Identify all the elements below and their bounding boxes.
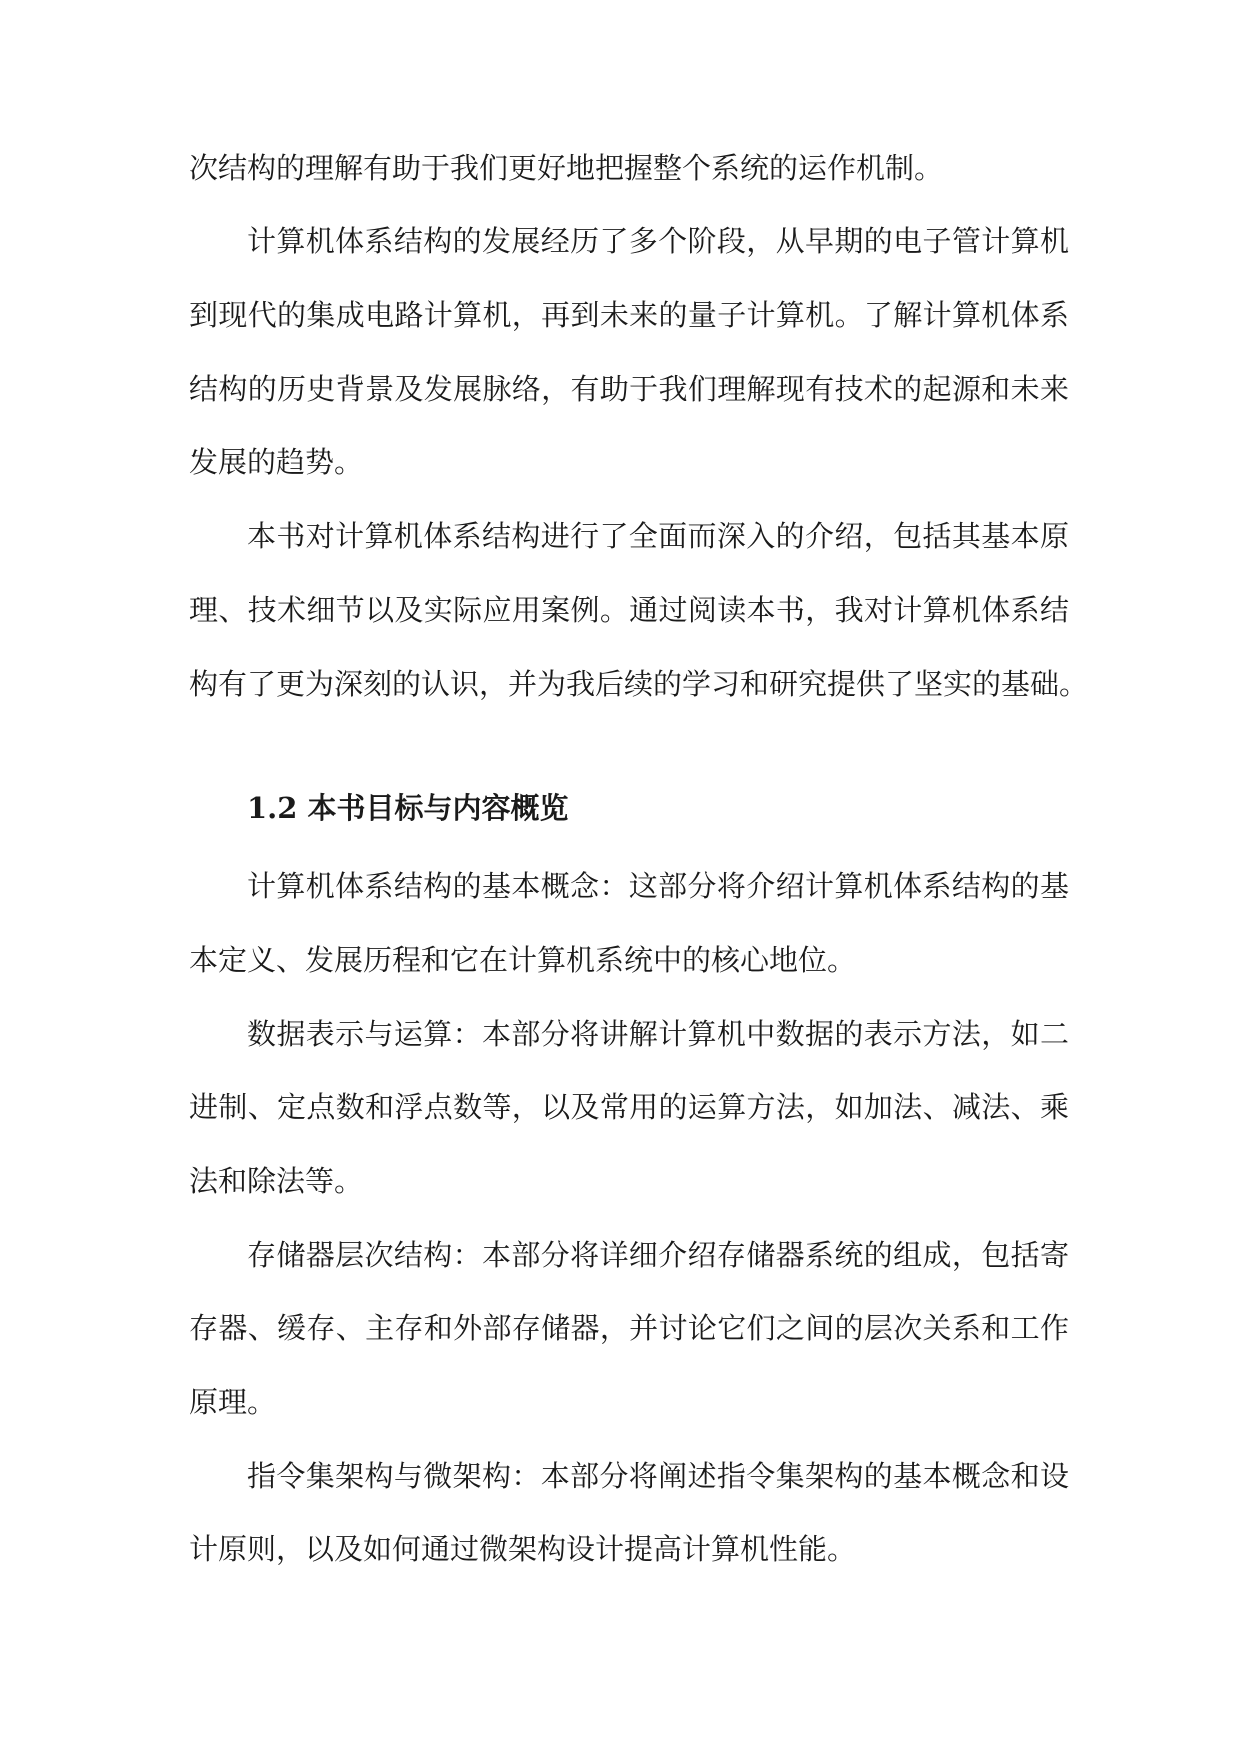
section-heading: 1.2 本书目标与内容概览 xyxy=(247,791,569,825)
paragraph-line: 计算机体系结构的发展经历了多个阶段，从早期的电子管计算机 xyxy=(247,224,1069,258)
paragraph-line: 次结构的理解有助于我们更好地把握整个系统的运作机制。 xyxy=(189,151,944,185)
paragraph-line: 本书对计算机体系结构进行了全面而深入的介绍，包括其基本原 xyxy=(247,519,1069,553)
paragraph-line: 原理。 xyxy=(189,1385,277,1419)
paragraph-line: 存器、缓存、主存和外部存储器，并讨论它们之间的层次关系和工作 xyxy=(189,1311,1069,1345)
paragraph-line: 计原则，以及如何通过微架构设计提高计算机性能。 xyxy=(189,1532,857,1566)
paragraph-line: 结构的历史背景及发展脉络，有助于我们理解现有技术的起源和未来 xyxy=(189,372,1069,406)
paragraph-line: 发展的趋势。 xyxy=(189,445,364,479)
paragraph-line: 计算机体系结构的基本概念：这部分将介绍计算机体系结构的基 xyxy=(247,869,1069,903)
paragraph-line: 本定义、发展历程和它在计算机系统中的核心地位。 xyxy=(189,943,857,977)
paragraph-line: 构有了更为深刻的认识，并为我后续的学习和研究提供了坚实的基础。 xyxy=(189,667,1089,701)
paragraph-line: 数据表示与运算：本部分将讲解计算机中数据的表示方法，如二 xyxy=(247,1017,1069,1051)
paragraph-line: 存储器层次结构：本部分将详细介绍存储器系统的组成，包括寄 xyxy=(247,1238,1069,1272)
paragraph-line: 指令集架构与微架构：本部分将阐述指令集架构的基本概念和设 xyxy=(247,1459,1069,1493)
paragraph-line: 到现代的集成电路计算机，再到未来的量子计算机。了解计算机体系 xyxy=(189,298,1069,332)
paragraph-line: 进制、定点数和浮点数等，以及常用的运算方法，如加法、减法、乘 xyxy=(189,1090,1069,1124)
paragraph-line: 法和除法等。 xyxy=(189,1164,364,1198)
paragraph-line: 理、技术细节以及实际应用案例。通过阅读本书，我对计算机体系结 xyxy=(189,593,1069,627)
